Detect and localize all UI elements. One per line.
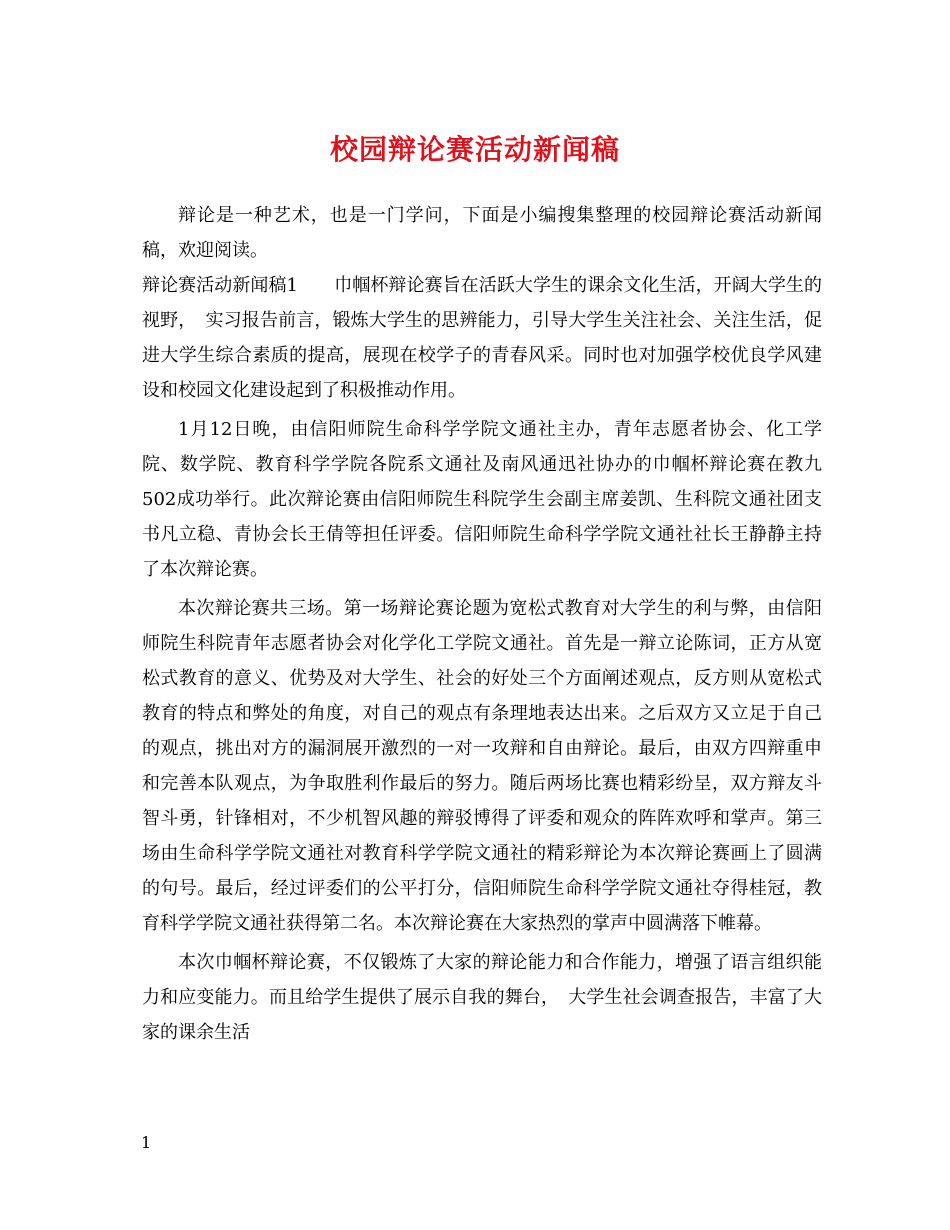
document-body (142, 198, 822, 1050)
news-paragraph-2: 1月12日晚，由信阳师院生命科学学院文通社主办，青年志愿者协会、化工学院、数学院、教育科学学院各院系文通社及南风通迅社协办的巾帼杯辩论赛在教九502成功举行。此次辩论赛由信阳师院生科院学生会副主席姜凯、生科院文通社团支书凡立稳、青协会长王倩等担任评委。信阳师院生命科学学院文通社社长王静静主持了本次辩论赛。 (142, 419, 822, 580)
page-number: 1 (141, 1133, 152, 1152)
news-paragraph-4: 本次巾帼杯辩论赛，不仅锻炼了大家的辩论能力和合作能力，增强了语言组织能力和应变能力。而且给学生提供了展示自我的舞台， 大学生社会调查报告，丰富了大家的课余生活 (142, 952, 822, 1043)
news-paragraph-3: 本次辩论赛共三场。第一场辩论赛论题为宽松式教育对大学生的利与弊，由信阳师院生科院青年志愿者协会对化学化工学院文通社。首先是一辩立论陈词，正方从宽松式教育的意义、优势及对大学生、社会的好处三个方面阐述观点，反方则从宽松式教育的特点和弊处的角度，对自己的观点有条理地表达出来。之后双方又立足于自己的观点，挑出对方的漏洞展开激烈的一对一攻辩和自由辩论。最后，由双方四辩重申和完善本队观点，为争取胜利作最后的努力。随后两场比赛也精彩纷呈，双方辩友斗智斗勇，针锋相对，不少机智风趣的辩驳博得了评委和观众的阵阵欢呼和掌声。第三场由生命科学学院文通社对教育科学学院文通社的精彩辩论为本次辩论赛画上了圆满的句号。最后，经过评委们的公平打分，信阳师院生命科学学院文通社夺得桂冠，教育科学学院文通社获得第二名。本次辩论赛在大家热烈的掌声中圆满落下帷幕。 (142, 598, 822, 934)
document-title: 校园辩论赛活动新闻稿 (329, 133, 620, 166)
intro-paragraph: 辩论是一种艺术，也是一门学问，下面是小编搜集整理的校园辩论赛活动新闻稿，欢迎阅读。 (142, 205, 822, 261)
news-paragraph-1: 辩论赛活动新闻稿1 巾帼杯辩论赛旨在活跃大学生的课余文化生活，开阔大学生的视野， 实习报告前言，锻炼大学生的思辨能力，引导大学生关注社会、关注生活，促进大学生综合素质的提高，展现在校学子的青春风采。同时也对加强学校优良学风建设和校园文化建设起到了积极推动作用。 (142, 275, 822, 401)
